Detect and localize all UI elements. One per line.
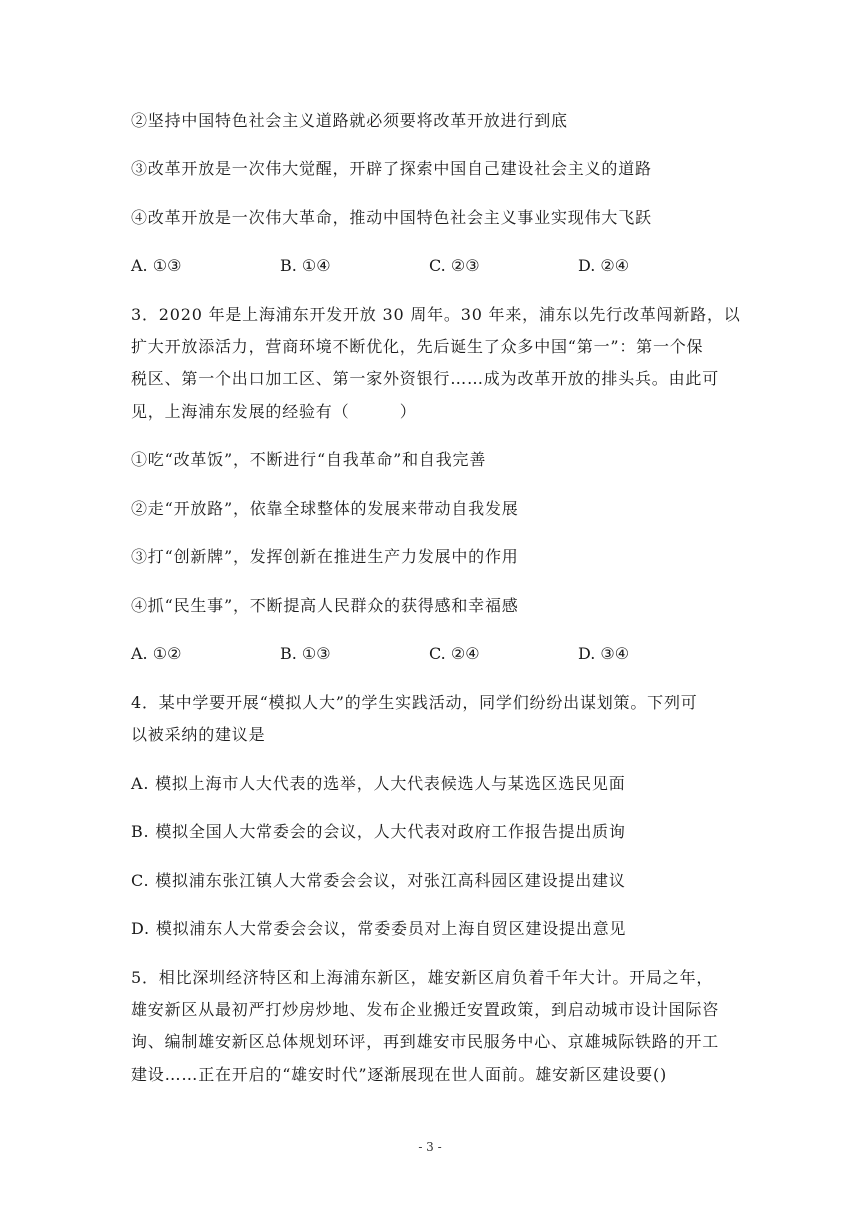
q3-option-b: B. ①③ <box>280 644 331 663</box>
q3-stem-line-4: 见，上海浦东发展的经验有（ ） <box>131 402 417 421</box>
q3-option-a: A. ①② <box>131 644 182 663</box>
q3-item-3: ③打“创新牌”，发挥创新在推进生产力发展中的作用 <box>131 547 519 566</box>
q2-item-2: ②坚持中国特色社会主义道路就必须要将改革开放进行到底 <box>131 111 568 130</box>
q2-option-b: B. ①④ <box>280 256 331 275</box>
q2-item-4: ④改革开放是一次伟大革命，推动中国特色社会主义事业实现伟大飞跃 <box>131 208 652 227</box>
q4-stem-line-2: 以被采纳的建议是 <box>131 725 266 744</box>
q4-option-b: B. 模拟全国人大常委会的会议，人大代表对政府工作报告提出质询 <box>131 822 626 841</box>
q3-stem-line-2: 扩大开放添活力，营商环境不断优化，先后诞生了众多中国“第一”：第一个保 <box>131 337 704 356</box>
q4-option-a: A. 模拟上海市人大代表的选举，人大代表候选人与某选区选民见面 <box>131 774 626 793</box>
q3-stem-line-3: 税区、第一个出口加工区、第一家外资银行……成为改革开放的排头兵。由此可 <box>131 369 720 388</box>
q3-option-d: D. ③④ <box>578 644 630 663</box>
q3-option-c: C. ②④ <box>429 644 480 663</box>
q5-stem-line-4: 建设……正在开启的“雄安时代”逐渐展现在世人面前。雄安新区建设要() <box>131 1065 668 1084</box>
q4-option-d: D. 模拟浦东人大常委会会议，常委委员对上海自贸区建设提出意见 <box>131 919 627 938</box>
q2-option-c: C. ②③ <box>429 256 480 275</box>
q5-stem-line-3: 询、编制雄安新区总体规划环评，再到雄安市民服务中心、京雄城际铁路的开工 <box>131 1032 720 1051</box>
q2-item-3: ③改革开放是一次伟大觉醒，开辟了探索中国自己建设社会主义的道路 <box>131 159 652 178</box>
q2-option-a: A. ①③ <box>131 256 182 275</box>
q3-item-2: ②走“开放路”，依靠全球整体的发展来带动自我发展 <box>131 499 519 518</box>
q3-item-1: ①吃“改革饭”，不断进行“自我革命”和自我完善 <box>131 450 487 469</box>
q3-item-4: ④抓“民生事”，不断提高人民群众的获得感和幸福感 <box>131 596 519 615</box>
q4-stem-line-1: 4．某中学要开展“模拟人大”的学生实践活动，同学们纷纷出谋划策。下列可 <box>131 693 698 712</box>
q3-stem-line-1: 3．2020 年是上海浦东开发开放 30 周年。30 年来，浦东以先行改革闯新路，以 <box>131 305 741 324</box>
q5-stem-line-2: 雄安新区从最初严打炒房炒地、发布企业搬迁安置政策，到启动城市设计国际咨 <box>131 1000 720 1019</box>
page-number: - 3 - <box>418 1140 442 1154</box>
q2-option-d: D. ②④ <box>578 256 630 275</box>
q4-option-c: C. 模拟浦东张江镇人大常委会会议，对张江高科园区建设提出建议 <box>131 871 626 890</box>
q5-stem-line-1: 5．相比深圳经济特区和上海浦东新区，雄安新区肩负着千年大计。开局之年， <box>131 968 714 987</box>
